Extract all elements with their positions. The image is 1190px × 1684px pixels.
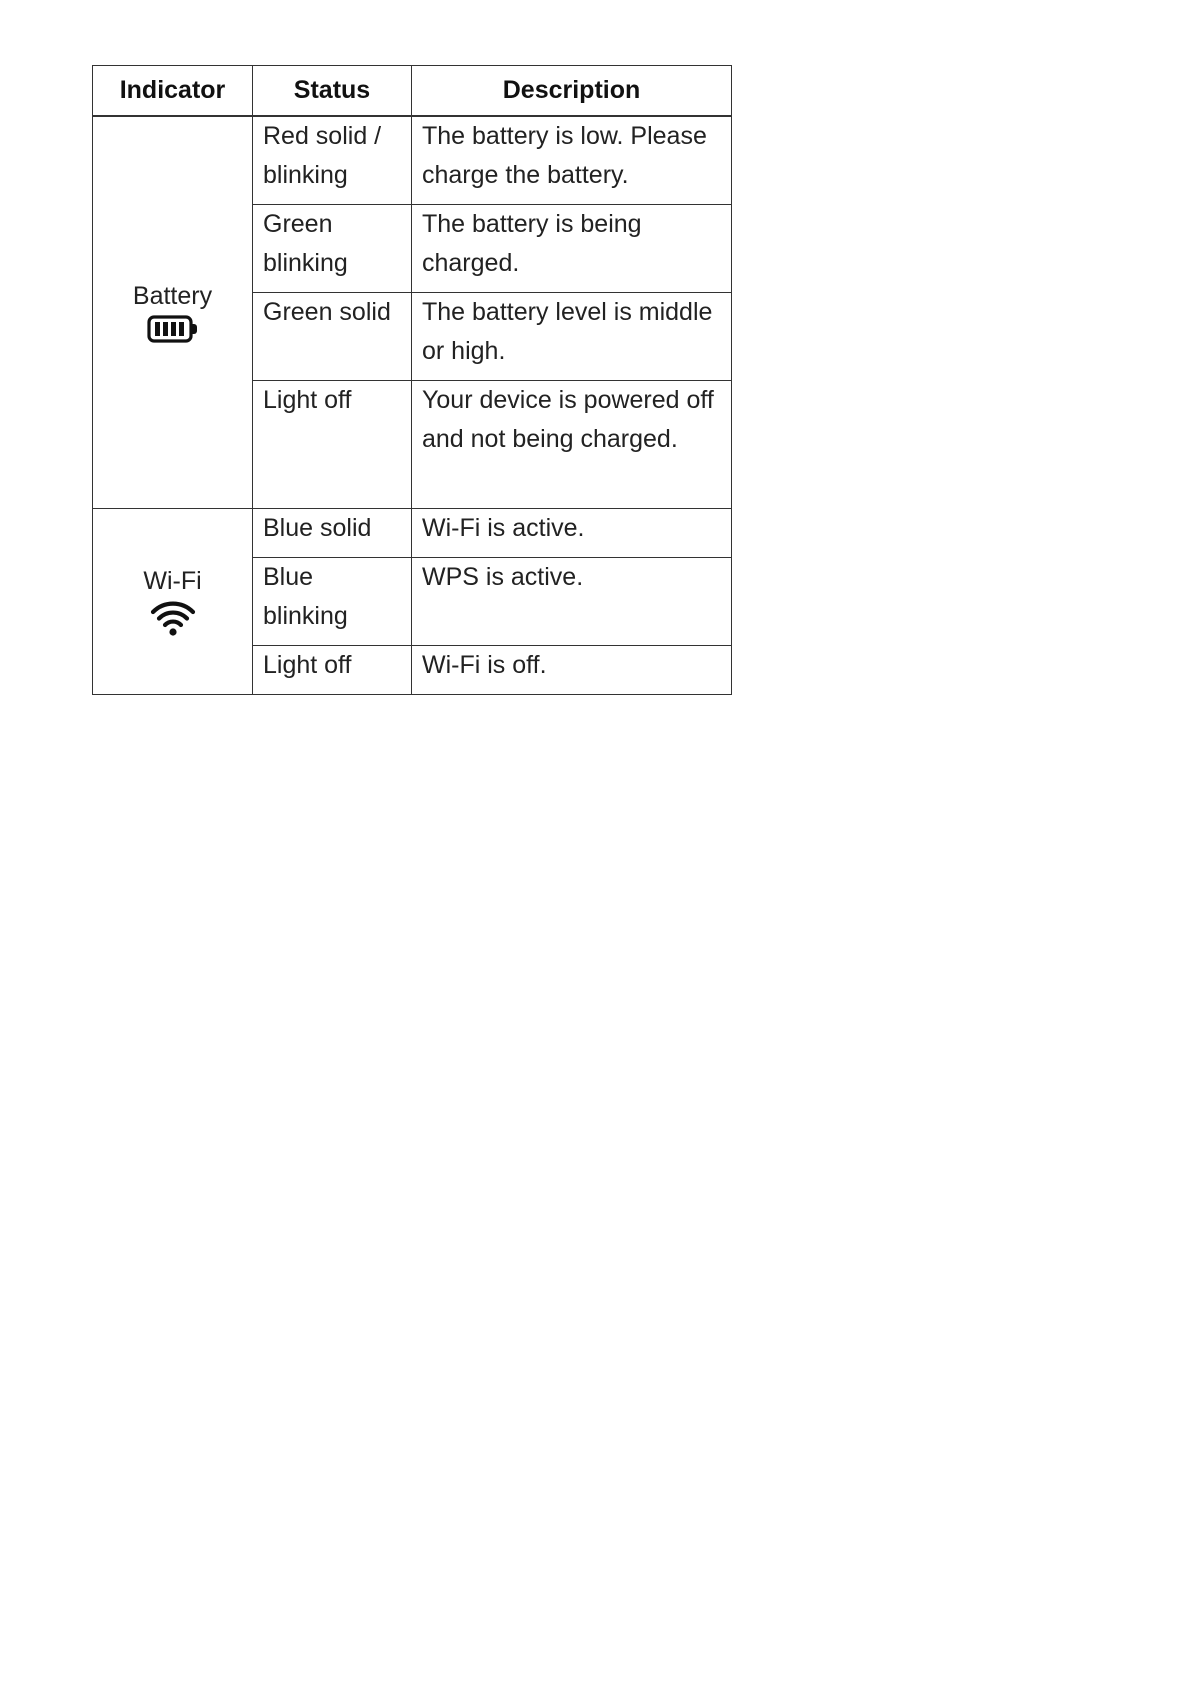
description-cell: Wi-Fi is active. (412, 508, 732, 557)
description-cell: Your device is powered off and not being charged. (412, 380, 732, 508)
indicator-wifi (93, 508, 253, 694)
table-row (93, 116, 732, 204)
status-cell: Blue blinking (253, 557, 412, 645)
indicator-wifi-label: Wi-Fi (143, 567, 202, 595)
description-cell: The battery level is middle or high. (412, 292, 732, 380)
header-description: Description (412, 66, 732, 117)
description-cell: The battery is being charged. (412, 204, 732, 292)
description-cell: The battery is low. Please charge the battery. (412, 116, 732, 204)
header-status: Status (253, 66, 412, 117)
description-cell: Wi-Fi is off. (412, 645, 732, 694)
indicator-battery (93, 116, 253, 508)
indicator-battery-label: Battery (132, 282, 213, 311)
table-row (93, 508, 732, 557)
status-cell: Light off (253, 380, 412, 508)
status-cell: Light off (253, 645, 412, 694)
indicator-status-table (92, 65, 732, 695)
status-cell: Blue solid (253, 508, 412, 557)
status-cell: Red solid / blinking (253, 116, 412, 204)
status-cell: Green solid (253, 292, 412, 380)
status-cell: Green blinking (253, 204, 412, 292)
battery-full-icon (93, 314, 252, 344)
wifi-icon (93, 599, 252, 637)
description-cell: WPS is active. (412, 557, 732, 645)
table-header-row (93, 66, 732, 117)
header-indicator: Indicator (93, 66, 253, 117)
